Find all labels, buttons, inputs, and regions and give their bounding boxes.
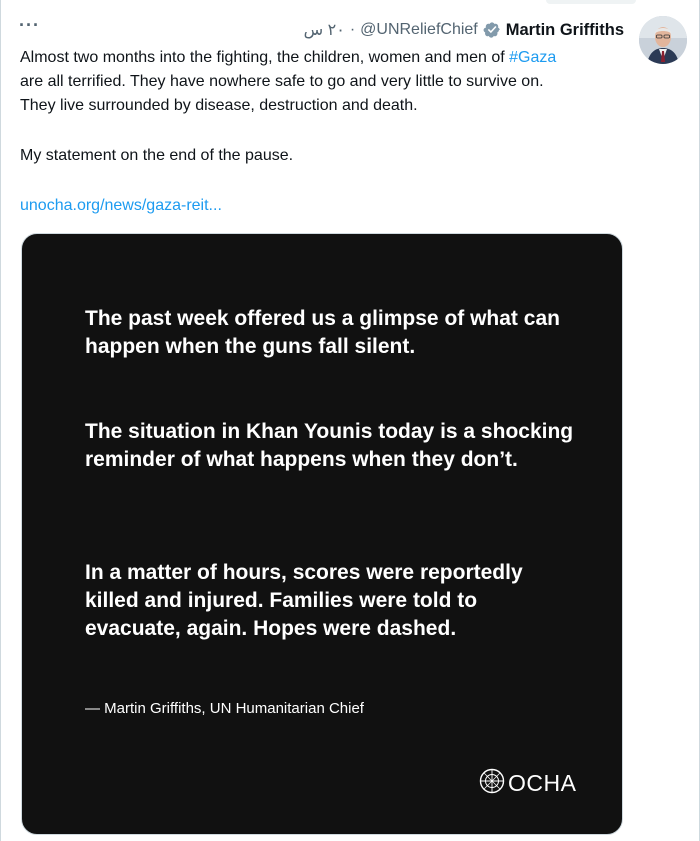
quote-paragraph-2: The situation in Khan Younis today is a shocking reminder of what happens when they don’t. bbox=[85, 420, 574, 471]
more-options-button[interactable]: ··· bbox=[19, 15, 40, 35]
timestamp[interactable]: ٢٠ س bbox=[303, 22, 345, 39]
top-divider bbox=[546, 0, 636, 4]
verified-badge-icon bbox=[483, 21, 501, 39]
separator-dot: · bbox=[349, 21, 356, 38]
quote-paragraph-3: In a matter of hours, scores were reportedly killed and injured. Families were told to evacuate, again. Hopes were dashed. bbox=[85, 561, 523, 640]
tweet-header bbox=[304, 19, 624, 41]
avatar[interactable] bbox=[639, 16, 687, 64]
external-link[interactable]: unocha.org/news/gaza-reit... bbox=[20, 197, 222, 214]
tweet-text-segment: Almost two months into the fighting, the children, women and men of bbox=[20, 49, 510, 66]
quote-attribution: — Martin Griffiths, UN Humanitarian Chief bbox=[85, 700, 364, 717]
tweet-text-line: They live surrounded by disease, destruction and death. bbox=[20, 97, 418, 114]
display-name[interactable]: Martin Griffiths bbox=[505, 20, 624, 39]
tweet-body bbox=[20, 46, 635, 218]
ocha-logo-text: OCHA bbox=[508, 769, 577, 796]
ocha-logo bbox=[479, 769, 576, 797]
hashtag-link[interactable]: #Gaza bbox=[509, 49, 557, 66]
un-emblem-icon bbox=[479, 768, 505, 799]
user-handle[interactable]: @UNReliefChief bbox=[360, 21, 478, 38]
media-image[interactable] bbox=[21, 233, 623, 835]
tweet-text-line bbox=[20, 46, 635, 70]
tweet-statement: My statement on the end of the pause. bbox=[20, 147, 294, 164]
tweet-text-line: are all terrified. They have nowhere safe to go and very little to survive on. bbox=[20, 73, 544, 90]
quote-paragraph-1: The past week offered us a glimpse of what can happen when the guns fall silent. bbox=[85, 307, 560, 358]
